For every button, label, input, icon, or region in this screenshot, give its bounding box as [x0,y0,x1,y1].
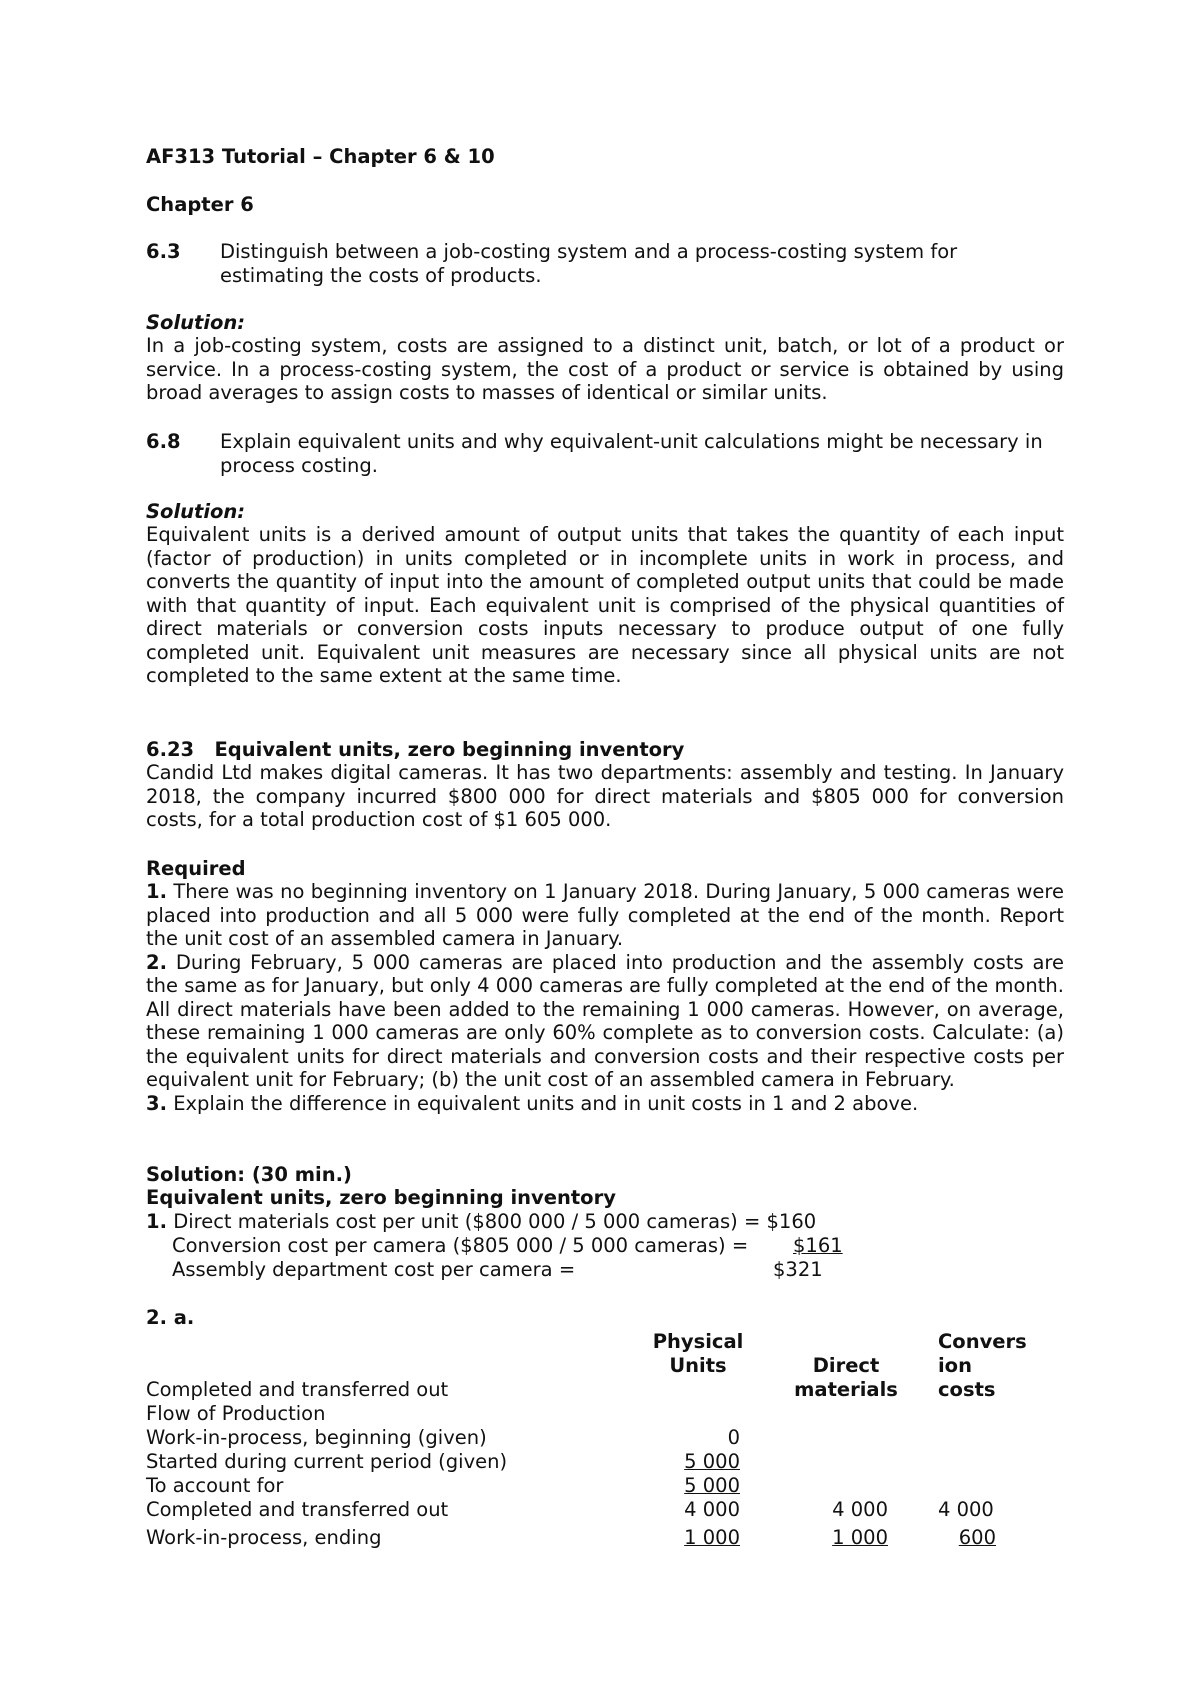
question-text: Distinguish between a job-costing system and a process-costing system for estimating the costs of products. [220,240,958,287]
table-row [146,1474,1046,1498]
item-number: 3. [146,1091,167,1115]
conversion-costs-header-3: costs [938,1378,996,1401]
table-row [146,1498,1046,1522]
solution-6-8-text: Equivalent units is a derived amount of output units that takes the quantity of each input (factor of production) in units completed or in incomplete units in work in process, and converts the quantity of input into the amount of completed output units that could be made with that quantity of input. Each equivalent unit is comprised of the physical quantities of direct materials or conversion costs inputs necessary to produce output of one fully completed unit. Equivalent unit measures are necessary since all physical units are not completed to the same extent at the same time. [146,523,1064,687]
question-6-3 [146,240,1064,288]
solution-subtitle: Equivalent units, zero beginning inventory [146,1186,616,1209]
row-label: To account for [146,1474,284,1497]
conversion-costs-cell: 4 000 [938,1498,994,1521]
item-text: There was no beginning inventory on 1 January 2018. During January, 5 000 cameras were placed into production and all 5 000 were fully completed at the end of the month. Report the unit cost of an assembled camera in January. [146,880,1065,950]
conversion-costs-header-2: ion [938,1354,972,1377]
required-item-3 [146,1092,1064,1116]
physical-units-cell: 4 000 [684,1498,740,1521]
solution-line-1 [146,1210,816,1234]
direct-materials-header-1: Direct [812,1354,880,1377]
solution-heading: Solution: (30 min.) [146,1163,352,1186]
required-item-2 [146,951,1064,1092]
question-number: 6.8 [146,430,181,453]
table-row [146,1526,1046,1550]
direct-materials-cell: 4 000 [832,1498,888,1521]
question-6-23-heading: 6.23 Equivalent units, zero beginning inventory [146,738,685,761]
document-title: AF313 Tutorial – Chapter 6 & 10 [146,145,495,168]
question-text: Explain equivalent units and why equivalent-unit calculations might be necessary in process costing. [220,430,1043,477]
physical-units-header-1: Physical [652,1330,744,1353]
direct-materials-cell: 1 000 [832,1526,888,1549]
assembly-cost-value: $321 [773,1258,823,1281]
step-number: 1. [146,1210,167,1233]
solution-label: Solution: [146,311,246,334]
question-6-23-text: Candid Ltd makes digital cameras. It has two departments: assembly and testing. In January 2018, the company incurred $800 000 for direct materials and $805 000 for conversion costs, for a total production cost of $1 605 000. [146,761,1064,831]
part-2a-label: 2. a. [146,1306,195,1329]
table-row [146,1426,1046,1450]
conversion-cost-value: $161 [793,1234,843,1257]
chapter-heading: Chapter 6 [146,193,254,216]
row-label: Completed and transferred out [146,1378,449,1401]
solution-label: Solution: [146,500,246,523]
row-label: Flow of Production [146,1402,326,1425]
row-label: Work-in-process, beginning (given) [146,1426,487,1449]
direct-materials-header-2: materials [794,1378,898,1401]
item-number: 2. [146,950,167,974]
conversion-costs-cell: 600 [958,1526,996,1549]
item-text: Explain the difference in equivalent units and in unit costs in 1 and 2 above. [173,1091,919,1115]
required-list [146,880,1064,1115]
physical-units-cell: 5 000 [684,1450,740,1473]
required-item-1 [146,880,1064,951]
conversion-costs-header-1: Convers [938,1330,1027,1353]
row-label: Work-in-process, ending [146,1526,382,1549]
question-6-8 [146,430,1064,478]
solution-line-2: Conversion cost per camera ($805 000 / 5 000 cameras) = [172,1234,749,1257]
item-number: 1. [146,880,167,903]
item-text: During February, 5 000 cameras are placed into production and the assembly costs are the same as for January, but only 4 000 cameras are fully completed at the end of the month. All direct materials have been added to the remaining 1 000 cameras. However, on average, these remaining 1 000 cameras are only 60% complete as to conversion costs. Calculate: (a) the equivalent units for direct materials and conversion costs and their respective costs per equivalent unit for February; (b) the unit cost of an assembled camera in February. [146,950,1064,1091]
row-label: Started during current period (given) [146,1450,508,1473]
solution-6-3-text: In a job-costing system, costs are assigned to a distinct unit, batch, or lot of a product or service. In a process-costing system, the cost of a product or service is obtained by using broad averages to assign costs to masses of identical or similar units. [146,334,1064,404]
question-number: 6.3 [146,240,181,263]
solution-line-3: Assembly department cost per camera = [172,1258,576,1281]
physical-units-cell: 0 [727,1426,740,1449]
physical-units-cell: 5 000 [684,1474,740,1497]
row-label: Completed and transferred out [146,1498,449,1521]
table-row [146,1450,1046,1474]
direct-materials-cost-line: Direct materials cost per unit ($800 000 / 5 000 cameras) = $160 [173,1210,817,1233]
physical-units-header-2: Units [669,1354,727,1377]
required-label: Required [146,857,246,880]
physical-units-cell: 1 000 [684,1526,740,1549]
